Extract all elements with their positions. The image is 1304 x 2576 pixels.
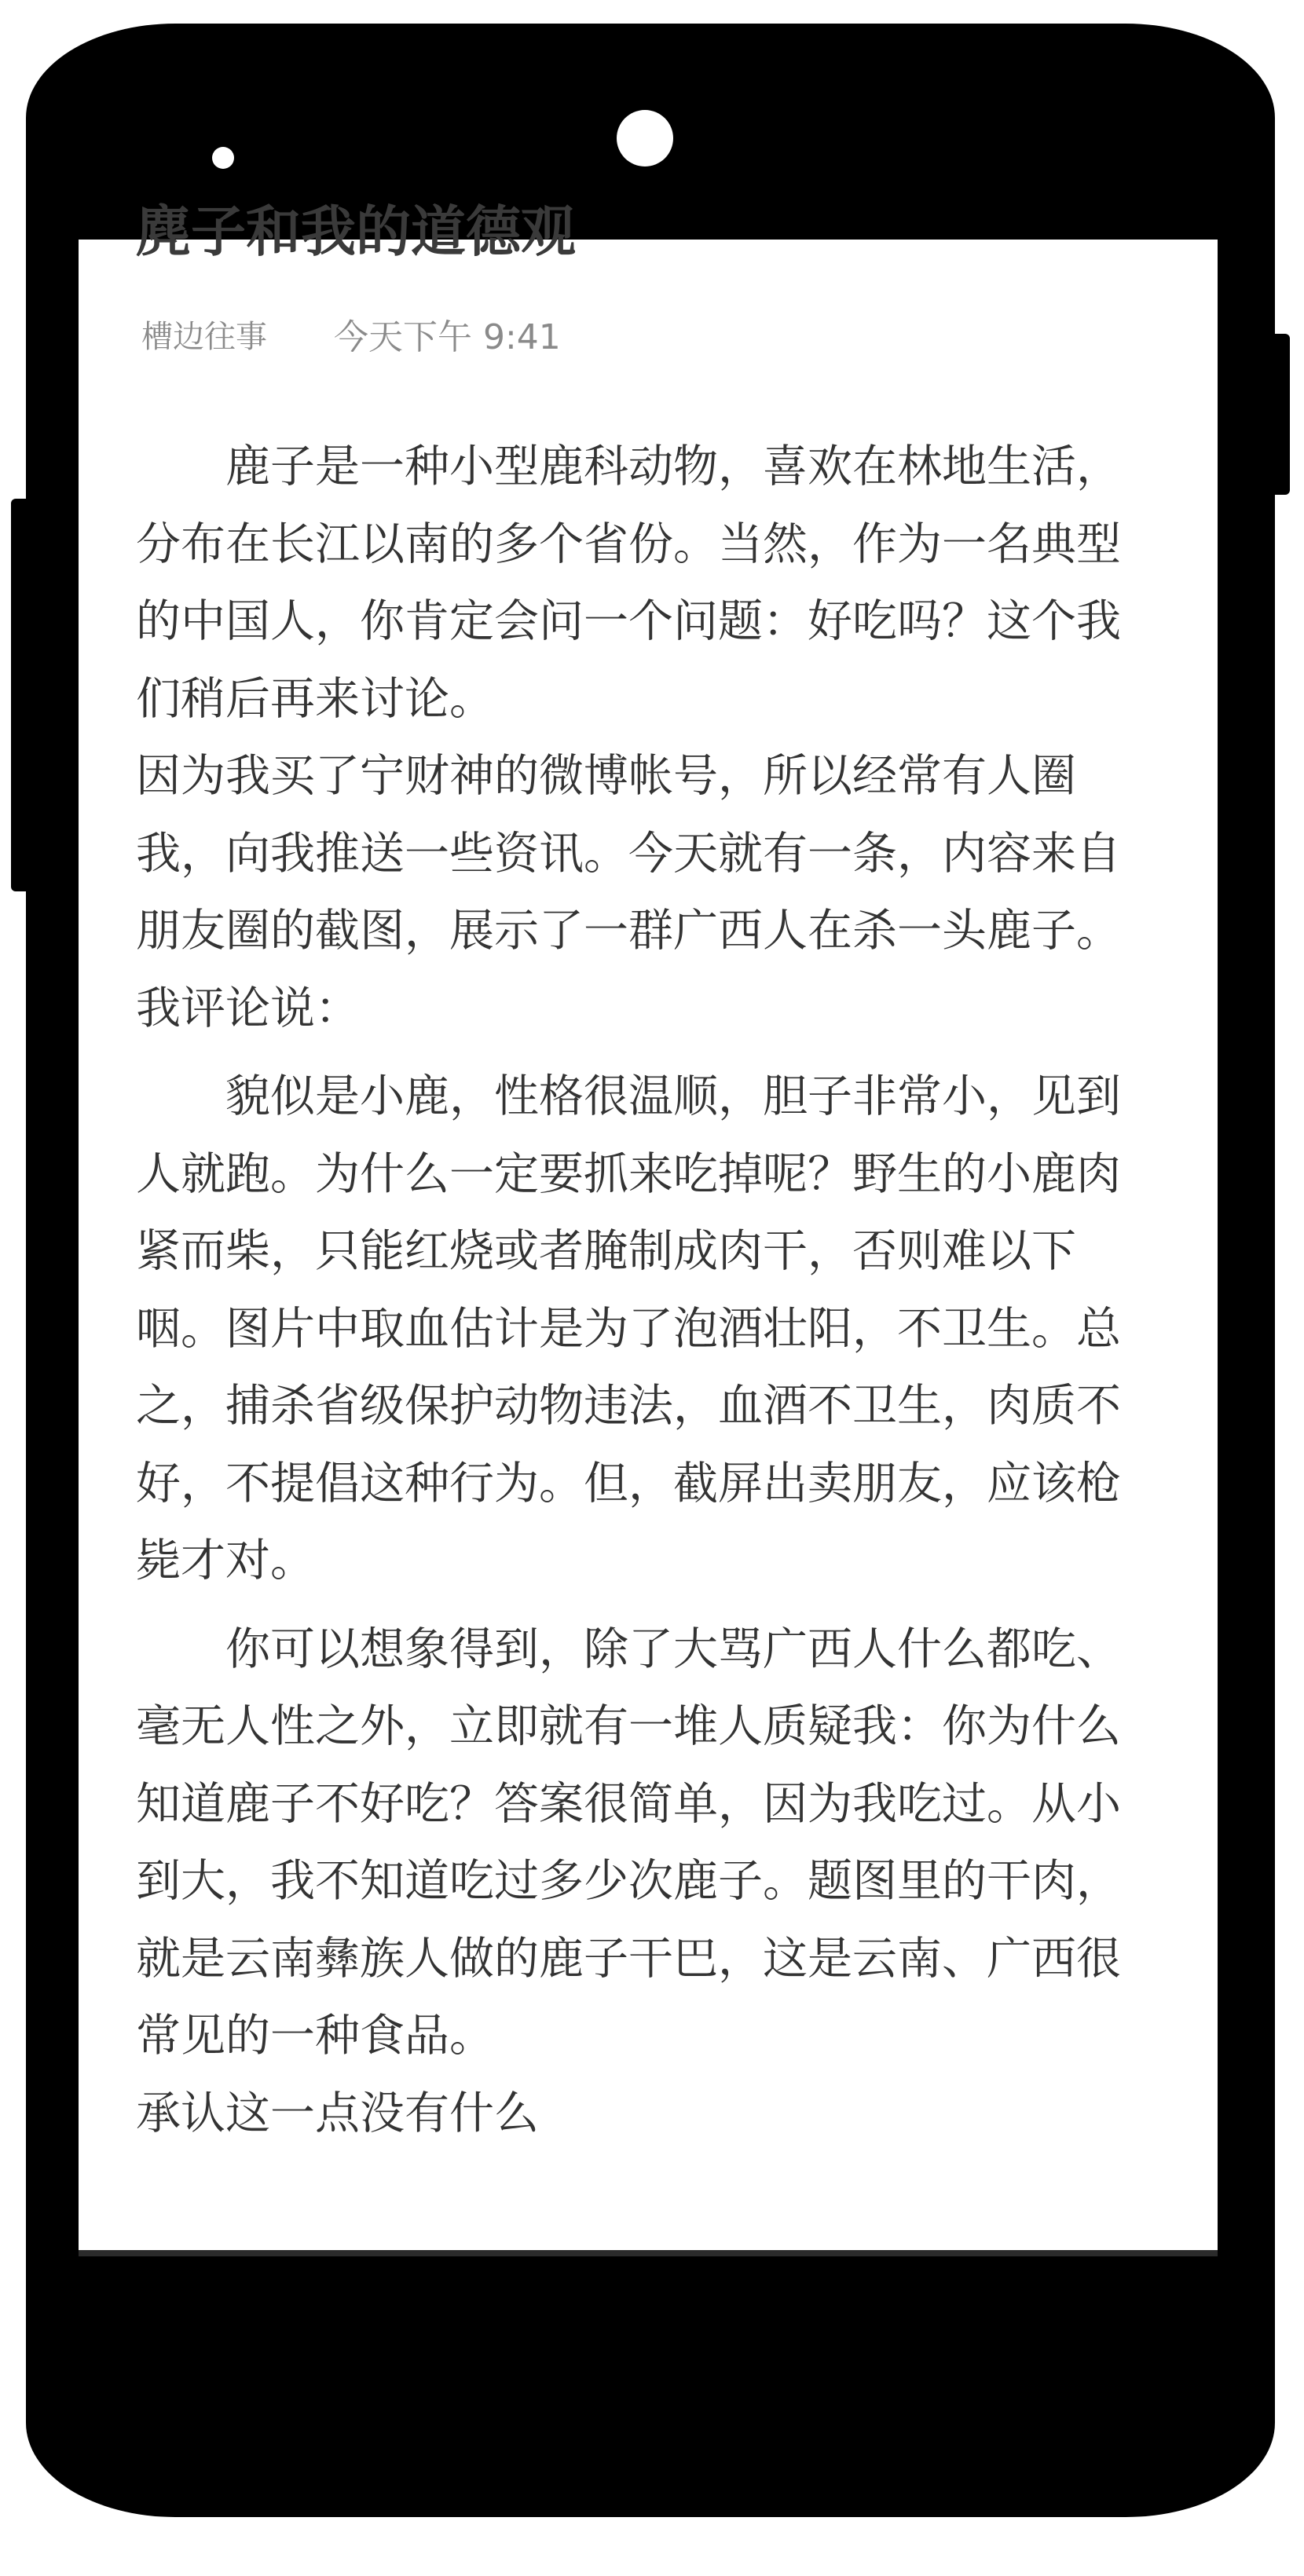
front-camera xyxy=(617,110,673,166)
article-body xyxy=(136,428,1134,2152)
volume-button xyxy=(11,499,35,891)
paragraph-4: 你可以想象得到，除了大骂广西人什么都吃、毫无人性之外，立即就有一堆人质疑我：你为什么知道鹿子不好吃？答案很简单，因为我吃过。从小到大，我不知道吃过多少次鹿子。题图里的干肉，就是云南彝族人做的鹿子干巴，这是云南、广西很常见的一种食品。 xyxy=(136,1623,1121,2062)
screen xyxy=(79,199,1218,2250)
proximity-sensor xyxy=(212,147,234,169)
publish-time: 今天下午 9:41 xyxy=(334,317,561,357)
paragraph-3: 貌似是小鹿，性格很温顺，胆子非常小，见到人就跑。为什么一定要抓来吃掉呢？野生的小鹿肉紧而柴，只能红烧或者腌制成肉干，否则难以下咽。图片中取血估计是为了泡酒壮阳，不卫生。总之，捕杀省级保护动物违法，血酒不卫生，肉质不好，不提倡这种行为。但，截屏出卖朋友，应该枪毙才对。 xyxy=(136,1070,1121,1586)
article-meta xyxy=(141,310,561,357)
screen-bottom-edge xyxy=(79,2250,1218,2256)
author-link[interactable]: 槽边往事 xyxy=(141,318,267,355)
paragraph-5: 承认这一点没有什么 xyxy=(136,2087,539,2139)
article-title: 麂子和我的道德观 xyxy=(136,199,576,264)
paragraph-1: 鹿子是一种小型鹿科动物，喜欢在林地生活，分布在长江以南的多个省份。当然，作为一名典型的中国人，你肯定会问一个问题：好吃吗？这个我们稍后再来讨论。 xyxy=(136,441,1121,725)
power-button xyxy=(1266,334,1290,495)
paragraph-2: 因为我买了宁财神的微博帐号，所以经常有人圈我，向我推送一些资讯。今天就有一条，内容来自朋友圈的截图，展示了一群广西人在杀一头鹿子。我评论说： xyxy=(136,750,1121,1034)
